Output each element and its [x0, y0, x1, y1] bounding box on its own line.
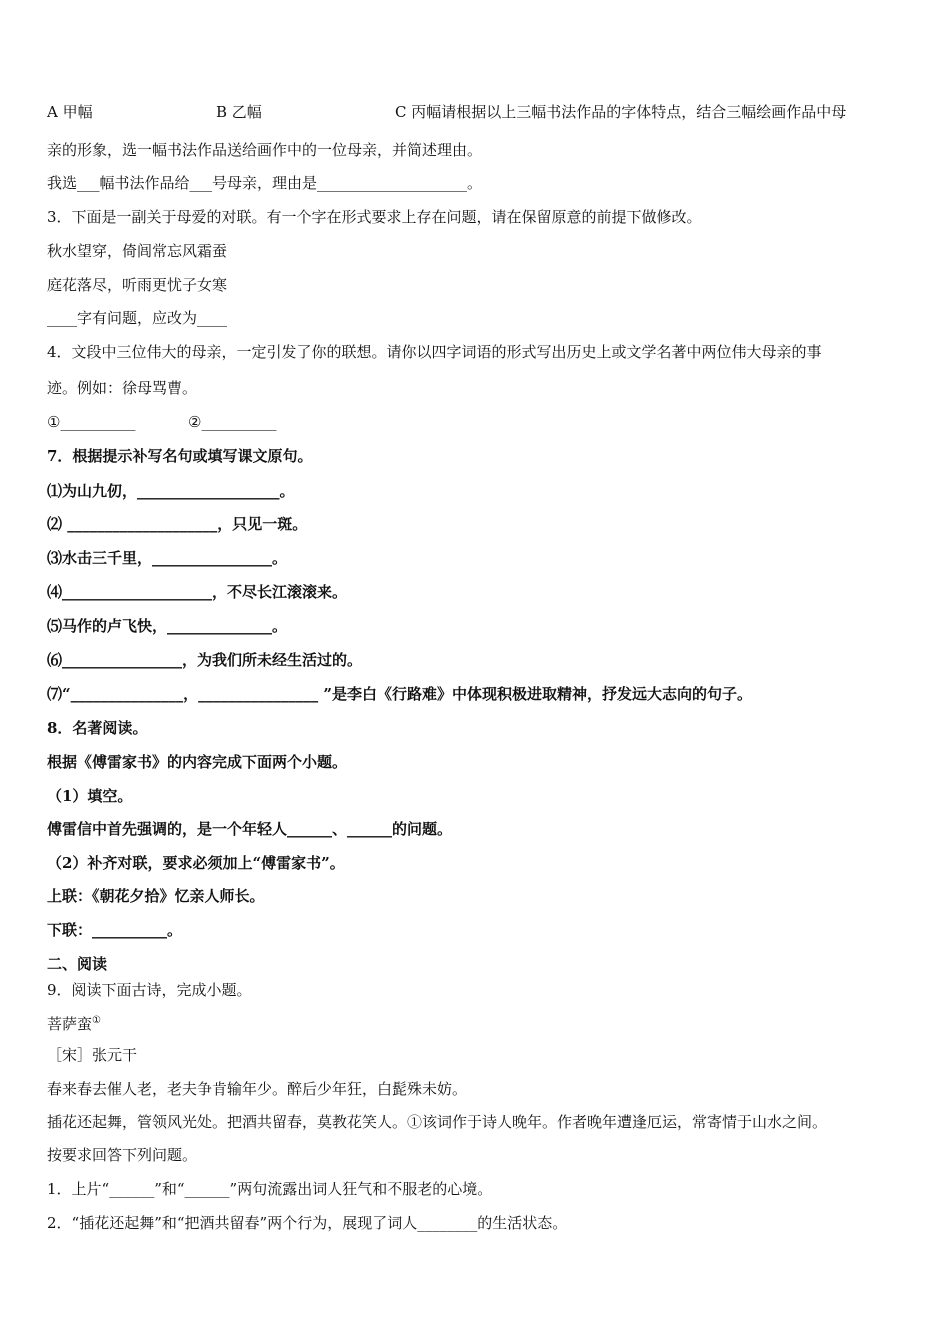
fill-item-7: ⑺“_______________，________________ ”是李白《行路难》中体现积极进取精神，抒发远大志向的句子。	[47, 685, 752, 703]
couplet-upper: 上联：《朝花夕拾》忆亲人师长。	[47, 887, 265, 905]
sub-question-1: （1）填空。	[47, 787, 133, 805]
fill-item-2: ⑵ ____________________，只见一斑。	[47, 515, 308, 533]
fill-item-4: ⑷____________________，不尽长江滚滚来。	[47, 583, 348, 601]
fill-item-5: ⑸马作的卢飞快，______________。	[47, 617, 288, 635]
option-c-and-question: C 丙幅请根据以上三幅书法作品的字体特点，结合三幅绘画作品中母	[395, 103, 847, 121]
answer-blank-2: ②__________	[188, 413, 277, 431]
couplet-line-2: 庭花落尽，听雨更忧子女寒	[47, 276, 228, 294]
section-heading: 二、阅读	[47, 955, 108, 973]
poem-question-2: 2．“插花还起舞”和“把酒共留春”两个行为，展现了词人________的生活状态。	[47, 1214, 568, 1232]
poem-title	[47, 1011, 101, 1034]
question-4: 4．文段中三位伟大的母亲，一定引发了你的联想。请你以四字词语的形式写出历史上或文学名著中两位伟大母亲的事	[47, 343, 822, 361]
fill-item-6: ⑹________________，为我们所未经生活过的。	[47, 651, 363, 669]
question-4-continued: 迹。例如：徐母骂曹。	[47, 379, 198, 397]
question-8: 8．名著阅读。	[47, 719, 148, 737]
poem-title-text: 菩萨蛮	[47, 1015, 93, 1033]
poem-author: ［宋］张元干	[47, 1046, 138, 1064]
answer-blank-1: ①__________	[47, 413, 136, 431]
answer-blank-line: 我选___幅书法作品给___号母亲，理由是____________________。	[47, 174, 483, 192]
option-b: B 乙幅	[216, 103, 262, 121]
question-3: 3．下面是一副关于母爱的对联。有一个字在形式要求上存在问题，请在保留原意的前提下做修改。	[47, 208, 702, 226]
sub-question-1-text: 傅雷信中首先强调的，是一个年轻人______、______的问题。	[47, 820, 453, 838]
footnote-marker: ①	[92, 1015, 101, 1026]
poem-question-1: 1．上片“______”和“______”两句流露出词人狂气和不服老的心境。	[47, 1180, 493, 1198]
answer-blank-line: ____字有问题，应改为____	[47, 309, 228, 327]
question-text: 亲的形象，选一幅书法作品送给画作中的一位母亲，并简述理由。	[47, 141, 483, 159]
question-9: 9．阅读下面古诗，完成小题。	[47, 981, 252, 999]
option-a: A 甲幅	[47, 103, 93, 121]
question-8-intro: 根据《傅雷家书》的内容完成下面两个小题。	[47, 753, 348, 771]
poem-stanza-1: 春来春去催人老，老夫争肯输年少。醉后少年狂，白髭殊未妨。	[47, 1080, 468, 1098]
instruction: 按要求回答下列问题。	[47, 1146, 198, 1164]
couplet-lower: 下联：__________。	[47, 921, 183, 939]
couplet-line-1: 秋水望穿，倚闾常忘风霜蚕	[47, 242, 228, 260]
poem-stanza-2-and-note: 插花还起舞，管领风光处。把酒共留春，莫教花笑人。①该词作于诗人晚年。作者晚年遭逢厄运，常寄情于山水之间。	[47, 1113, 828, 1131]
sub-question-2: （2）补齐对联，要求必须加上“傅雷家书”。	[47, 854, 345, 872]
fill-item-3: ⑶水击三千里，________________。	[47, 549, 288, 567]
fill-item-1: ⑴为山九仞，___________________。	[47, 482, 295, 500]
question-7: 7．根据提示补写名句或填写课文原句。	[47, 447, 313, 465]
